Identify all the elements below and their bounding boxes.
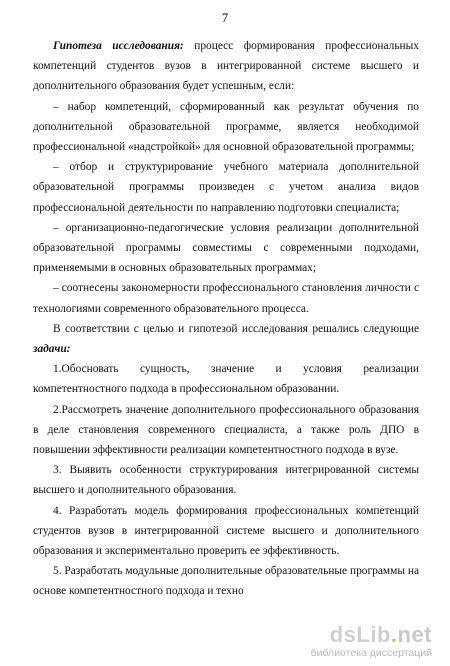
condition-item-4: – соотнесены закономерности профессионального становления личности с технологиями современного образовательного процесса. — [33, 282, 419, 315]
dslib-watermark — [282, 622, 432, 660]
task-item-1: 1.Обосновать сущность, значение и условия реализации компетентностного подхода в профессиональном образовании. — [33, 363, 419, 396]
tasks-intro-paragraph — [33, 319, 419, 359]
dslib-logo: dsLib . net — [329, 622, 432, 647]
condition-item-3: – организационно-педагогические условия реализации дополнительной образовательной программы совместимы с современными подходами, применяемыми в основных образовательных программах; — [33, 221, 419, 275]
task-item-3: 3. Выявить особенности структурирования интегрированной системы высшего и дополнительного образования. — [33, 464, 419, 497]
tasks-label: задачи: — [33, 343, 71, 356]
page-number: 7 — [221, 10, 229, 25]
tasks-intro-text: В соответствии с целью и гипотезой исследования решались следующие — [53, 322, 419, 335]
document-body — [33, 36, 419, 602]
hypothesis-text: процесс формирования профессиональных компетенций студентов вузов в интегрированной системе высшего и дополнительного образования будет успешным, если: — [33, 40, 419, 93]
dslib-subtitle: библиотека диссертаций — [310, 647, 432, 659]
task-item-2: 2.Рассмотреть значение дополнительного профессионального образования в деле становления современного специалиста, а также роль ДПО в повышении эффективности реализации компетентностного подхода в вузе. — [33, 403, 419, 457]
hypothesis-paragraph — [33, 36, 419, 97]
task-item-4: 4. Разработать модель формирования профессиональных компетенций студентов вузов в интегрированной системе высшего и дополнительного образования и экспериментально проверить ее эффективность. — [33, 504, 419, 558]
task-item-5: 5. Разработать модульные дополнительные образовательные программы на основе компетентностного подхода и техно — [33, 565, 419, 598]
condition-item-1: – набор компетенций, сформированный как результат обучения по дополнительной образовательной программе, является необходимой профессиональной «надстройкой» для основной образовательной программы; — [33, 100, 419, 154]
condition-item-2: – отбор и структурирование учебного материала дополнительной образовательной программы произведен с учетом анализа видов профессиональной деятельности по направлению подготовки специалиста; — [33, 161, 419, 214]
hypothesis-label: Гипотеза исследования: — [53, 40, 184, 52]
